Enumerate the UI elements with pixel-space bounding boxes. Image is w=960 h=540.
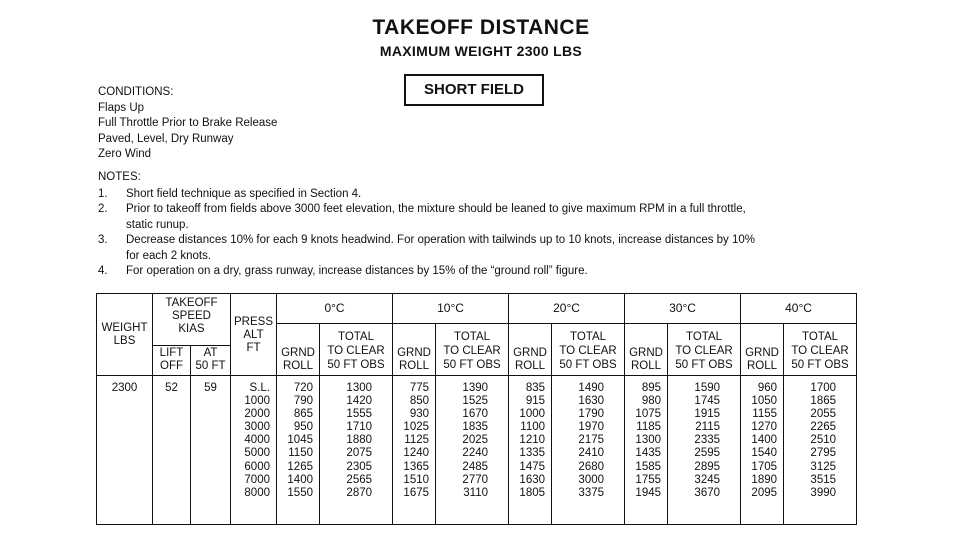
total-header: TOTAL TO CLEAR 50 FT OBS [784, 324, 857, 376]
total-distance-value: 2305 [346, 460, 373, 473]
grnd-roll-values [509, 376, 552, 525]
total-header: TOTAL TO CLEAR 50 FT OBS [436, 324, 509, 376]
note-number: 3. [98, 234, 108, 246]
temp-header-0c: 0°C [277, 294, 393, 324]
total-header: TOTAL TO CLEAR 50 FT OBS [668, 324, 741, 376]
grnd-roll-value: 1125 [404, 434, 430, 447]
grnd-roll-value: 1400 [287, 473, 313, 486]
takeoff-speed-header: TAKEOFF SPEED KIAS [153, 294, 231, 346]
total-distance-value: 2175 [578, 434, 605, 447]
note-text: Short field technique as specified in Section 4. [126, 187, 362, 200]
total-distance-value: 2055 [810, 408, 837, 421]
total-distance-value: 1700 [810, 382, 837, 394]
press-alt-value: 4000 [244, 434, 270, 447]
grnd-roll-header: GRND ROLL [741, 346, 784, 376]
grnd-roll-value: 1805 [519, 486, 546, 499]
grnd-roll-header-top [625, 324, 668, 346]
grnd-roll-value: 1435 [635, 447, 662, 460]
condition-item: Full Throttle Prior to Brake Release [98, 117, 278, 129]
total-distance-value: 1710 [346, 421, 373, 434]
total-distance-value: 2510 [810, 434, 837, 447]
conditions-header: CONDITIONS: [98, 86, 174, 98]
grnd-roll-value: 1475 [519, 460, 546, 473]
condition-item: Zero Wind [98, 148, 152, 160]
total-distance-value: 2565 [346, 473, 373, 486]
total-distance-value: 3125 [810, 460, 837, 473]
conditions-section [98, 85, 277, 163]
temp-header-30c: 30°C [625, 294, 741, 324]
grnd-roll-value: 980 [641, 395, 662, 408]
total-distance-values [320, 376, 393, 525]
grnd-roll-value: 1585 [635, 460, 662, 473]
total-distance-value: 1390 [462, 382, 489, 394]
total-distance-value: 2410 [578, 447, 605, 460]
note-item [98, 202, 858, 233]
grnd-roll-value: 930 [409, 408, 430, 421]
total-distance-value: 2335 [694, 434, 721, 447]
grnd-roll-header: GRND ROLL [277, 346, 320, 376]
total-distance-value: 1300 [346, 382, 373, 394]
total-distance-value: 1745 [694, 395, 721, 408]
total-distance-value: 2770 [462, 473, 489, 486]
total-distance-value: 2265 [810, 421, 837, 434]
total-distance-values [668, 376, 741, 525]
total-distance-value: 2680 [578, 460, 605, 473]
at-50ft-header: AT 50 FT [191, 346, 231, 376]
at-50ft-value: 59 [191, 376, 231, 525]
grnd-roll-value: 2095 [751, 486, 778, 499]
grnd-roll-value: 960 [757, 382, 778, 394]
press-alt-value: 1000 [244, 395, 270, 408]
grnd-roll-value: 915 [525, 395, 546, 408]
grnd-roll-header-top [741, 324, 784, 346]
note-number: 2. [98, 203, 108, 215]
total-distance-value: 2870 [346, 486, 373, 499]
grnd-roll-values [741, 376, 784, 525]
lift-off-value: 52 [153, 376, 191, 525]
note-text: For operation on a dry, grass runway, increase distances by 15% of the “ground roll” figure. [126, 265, 588, 277]
short-field-badge: SHORT FIELD [404, 74, 544, 106]
note-item [98, 233, 858, 264]
temp-header-40c: 40°C [741, 294, 857, 324]
grnd-roll-value: 1075 [635, 408, 662, 421]
document-page [96, 0, 866, 540]
grnd-roll-header-top [393, 324, 436, 346]
grnd-roll-value: 1890 [751, 473, 778, 486]
grnd-roll-value: 1400 [751, 434, 778, 447]
grnd-roll-value: 1185 [636, 421, 662, 434]
weight-value: 2300 [97, 376, 153, 525]
note-text: static runup. [126, 218, 189, 231]
grnd-roll-value: 1100 [520, 421, 546, 434]
total-distance-value: 3990 [810, 486, 837, 499]
total-distance-value: 1880 [346, 434, 373, 447]
press-alt-value: 2000 [244, 408, 270, 421]
press-alt-value: 5000 [244, 447, 270, 460]
total-distance-value: 3375 [578, 486, 605, 499]
temp-header-20c: 20°C [509, 294, 625, 324]
total-distance-value: 2115 [695, 421, 721, 434]
grnd-roll-value: 1755 [635, 473, 662, 486]
grnd-roll-value: 1550 [287, 486, 313, 499]
grnd-roll-value: 850 [409, 395, 430, 408]
lift-off-header: LIFT OFF [153, 346, 191, 376]
grnd-roll-header-top [277, 324, 320, 346]
total-distance-value: 1915 [694, 408, 721, 421]
grnd-roll-value: 1705 [751, 460, 778, 473]
grnd-roll-value: 775 [409, 382, 430, 394]
grnd-roll-value: 1000 [519, 408, 546, 421]
total-distance-value: 3670 [694, 486, 721, 499]
notes-section [98, 170, 858, 280]
total-distance-value: 1835 [462, 421, 489, 434]
press-alt-header: PRESS ALT FT [231, 294, 277, 376]
total-distance-values [436, 376, 509, 525]
total-distance-value: 2595 [694, 447, 721, 460]
weight-header: WEIGHT LBS [97, 294, 153, 376]
grnd-roll-values [393, 376, 436, 525]
note-text: Decrease distances 10% for each 9 knots headwind. For operation with tailwinds up to 10 knots, increase distances by 10% [126, 234, 756, 246]
press-alt-value: S.L. [249, 382, 270, 394]
notes-header: NOTES: [98, 171, 141, 183]
grnd-roll-value: 1050 [751, 395, 778, 408]
grnd-roll-value: 865 [293, 408, 313, 421]
grnd-roll-header-top [509, 324, 552, 346]
grnd-roll-value: 1270 [751, 421, 778, 434]
note-number: 4. [98, 265, 108, 277]
total-distance-value: 1555 [346, 408, 373, 421]
total-distance-value: 2795 [810, 447, 837, 460]
grnd-roll-value: 1630 [519, 473, 546, 486]
press-alt-value: 8000 [244, 486, 270, 499]
grnd-roll-values [277, 376, 320, 525]
takeoff-distance-table [96, 293, 857, 525]
grnd-roll-value: 1045 [287, 434, 313, 447]
page-title: TAKEOFF DISTANCE [372, 16, 590, 39]
page-subtitle: MAXIMUM WEIGHT 2300 LBS [379, 43, 583, 59]
note-text: Prior to takeoff from fields above 3000 feet elevation, the mixture should be leaned to give maximum RPM in a full throttle, [126, 203, 746, 215]
note-text: for each 2 knots. [126, 249, 212, 262]
condition-item: Flaps Up [98, 101, 145, 114]
grnd-roll-value: 1540 [751, 447, 778, 460]
note-item [98, 264, 858, 280]
grnd-roll-value: 1265 [287, 460, 313, 473]
grnd-roll-header: GRND ROLL [393, 346, 436, 376]
total-distance-value: 1970 [578, 421, 605, 434]
grnd-roll-value: 1155 [752, 408, 778, 421]
total-distance-value: 3245 [694, 473, 721, 486]
grnd-roll-value: 1335 [519, 447, 546, 460]
grnd-roll-value: 1675 [403, 486, 430, 499]
total-header: TOTAL TO CLEAR 50 FT OBS [320, 324, 393, 376]
total-header: TOTAL TO CLEAR 50 FT OBS [552, 324, 625, 376]
note-item [98, 187, 858, 203]
total-distance-value: 1790 [578, 408, 605, 421]
note-number: 1. [98, 187, 108, 200]
total-distance-value: 1630 [578, 395, 605, 408]
grnd-roll-value: 950 [293, 421, 313, 434]
grnd-roll-values [625, 376, 668, 525]
total-distance-value: 1490 [578, 382, 605, 394]
total-distance-value: 1590 [694, 382, 721, 394]
grnd-roll-value: 790 [293, 395, 313, 408]
grnd-roll-value: 1240 [403, 447, 430, 460]
grnd-roll-value: 1150 [288, 447, 313, 460]
total-distance-value: 2025 [462, 434, 489, 447]
press-alt-values [231, 376, 277, 525]
temp-header-10c: 10°C [393, 294, 509, 324]
grnd-roll-value: 1300 [635, 434, 662, 447]
grnd-roll-value: 720 [293, 382, 313, 394]
grnd-roll-value: 1025 [403, 421, 430, 434]
total-distance-value: 3515 [810, 473, 837, 486]
total-distance-value: 2240 [462, 447, 489, 460]
grnd-roll-header: GRND ROLL [625, 346, 668, 376]
grnd-roll-value: 1510 [403, 473, 430, 486]
total-distance-value: 2485 [462, 460, 489, 473]
total-distance-value: 2895 [694, 460, 721, 473]
total-distance-values [784, 376, 857, 525]
grnd-roll-header: GRND ROLL [509, 346, 552, 376]
total-distance-value: 1670 [462, 408, 489, 421]
press-alt-value: 3000 [244, 421, 270, 434]
condition-item: Paved, Level, Dry Runway [98, 132, 234, 145]
total-distance-value: 3110 [463, 486, 489, 499]
press-alt-value: 6000 [244, 460, 270, 473]
total-distance-value: 1865 [810, 395, 837, 408]
grnd-roll-value: 1365 [403, 460, 430, 473]
total-distance-values [552, 376, 625, 525]
press-alt-value: 7000 [244, 473, 270, 486]
grnd-roll-value: 1210 [519, 434, 546, 447]
grnd-roll-value: 895 [641, 382, 662, 394]
total-distance-value: 3000 [578, 473, 605, 486]
grnd-roll-value: 835 [525, 382, 546, 394]
total-distance-value: 1525 [462, 395, 489, 408]
grnd-roll-value: 1945 [635, 486, 662, 499]
total-distance-value: 1420 [346, 395, 373, 408]
total-distance-value: 2075 [346, 447, 373, 460]
